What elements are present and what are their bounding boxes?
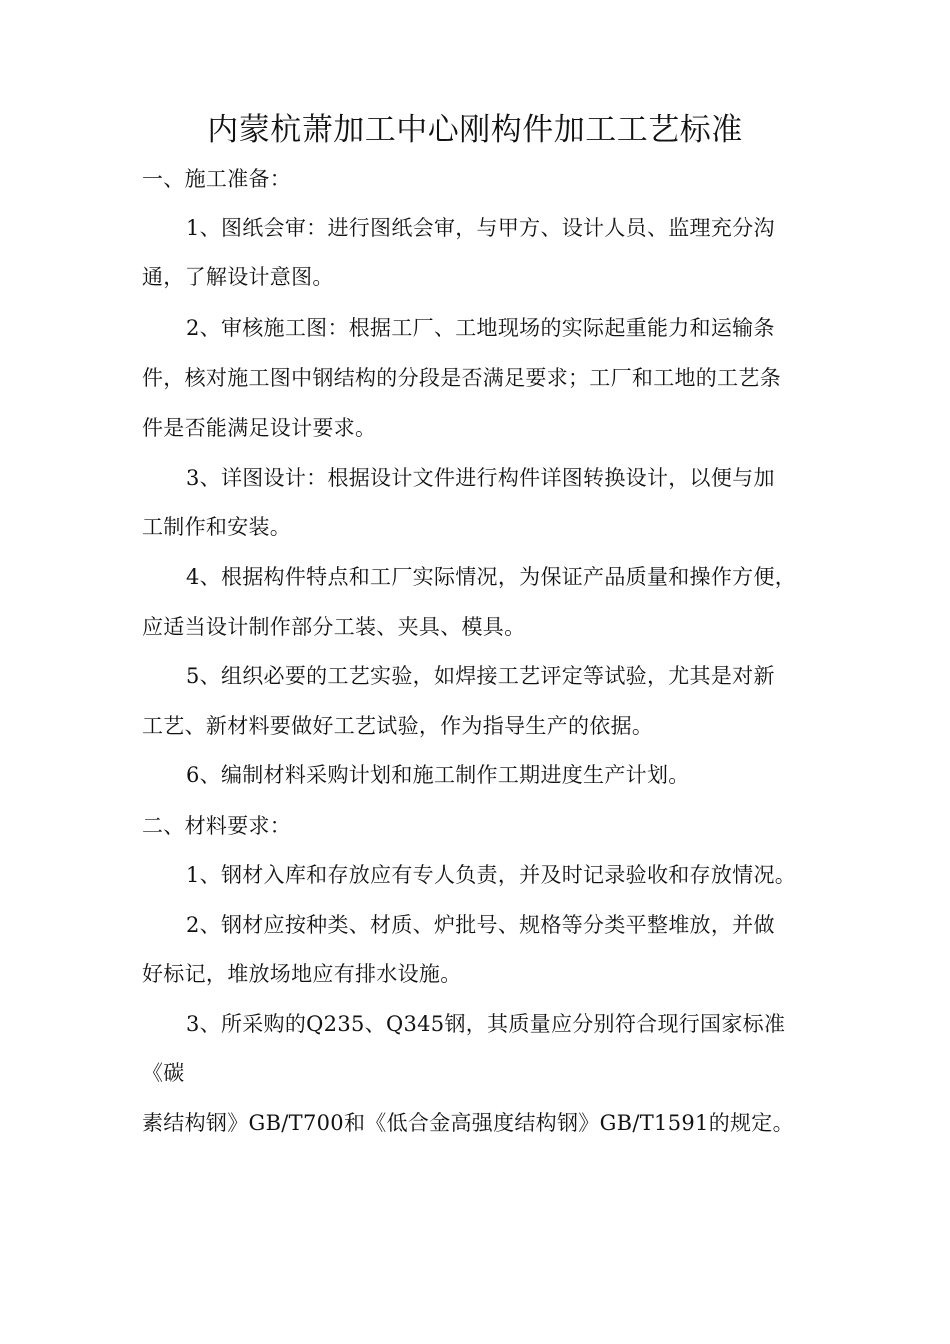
paragraph-line: 1、图纸会审：进行图纸会审，与甲方、设计人员、监理充分沟 <box>186 216 775 240</box>
paragraph-line: 2、钢材应按种类、材质、炉批号、规格等分类平整堆放，并做 <box>186 913 775 937</box>
section-heading: 二、材料要求： <box>142 814 292 838</box>
paragraph-line: 6、编制材料采购计划和施工制作工期进度生产计划。 <box>186 763 690 787</box>
paragraph-line: 《碳 <box>142 1061 185 1085</box>
paragraph-line: 3、所采购的Q235、Q345钢，其质量应分别符合现行国家标准 <box>186 1012 786 1036</box>
paragraph-line: 2、审核施工图：根据工厂、工地现场的实际起重能力和运输条 <box>186 316 775 340</box>
paragraph-line: 件，核对施工图中钢结构的分段是否满足要求；工厂和工地的工艺条 <box>142 366 781 390</box>
paragraph-line: 好标记，堆放场地应有排水设施。 <box>142 962 462 986</box>
paragraph-line: 5、组织必要的工艺实验，如焊接工艺评定等试验，尤其是对新 <box>186 664 775 688</box>
section-heading: 一、施工准备： <box>142 167 292 191</box>
paragraph-line: 工制作和安装。 <box>142 515 292 539</box>
paragraph-line: 工艺、新材料要做好工艺试验，作为指导生产的依据。 <box>142 714 654 738</box>
paragraph-line: 3、详图设计：根据设计文件进行构件详图转换设计，以便与加 <box>186 466 775 490</box>
paragraph-line: 1、钢材入库和存放应有专人负责，并及时记录验收和存放情况。 <box>186 863 797 887</box>
paragraph-line: 通，了解设计意图。 <box>142 265 334 289</box>
paragraph-line: 件是否能满足设计要求。 <box>142 416 377 440</box>
paragraph-line: 素结构钢》GB/T700和《低合金高强度结构钢》GB/T1591的规定。 <box>142 1111 794 1135</box>
paragraph-line: 应适当设计制作部分工装、夹具、模具。 <box>142 615 526 639</box>
document-title: 内蒙杭萧加工中心刚构件加工工艺标准 <box>207 112 743 148</box>
paragraph-line: 4、根据构件特点和工厂实际情况，为保证产品质量和操作方便， <box>186 565 797 589</box>
